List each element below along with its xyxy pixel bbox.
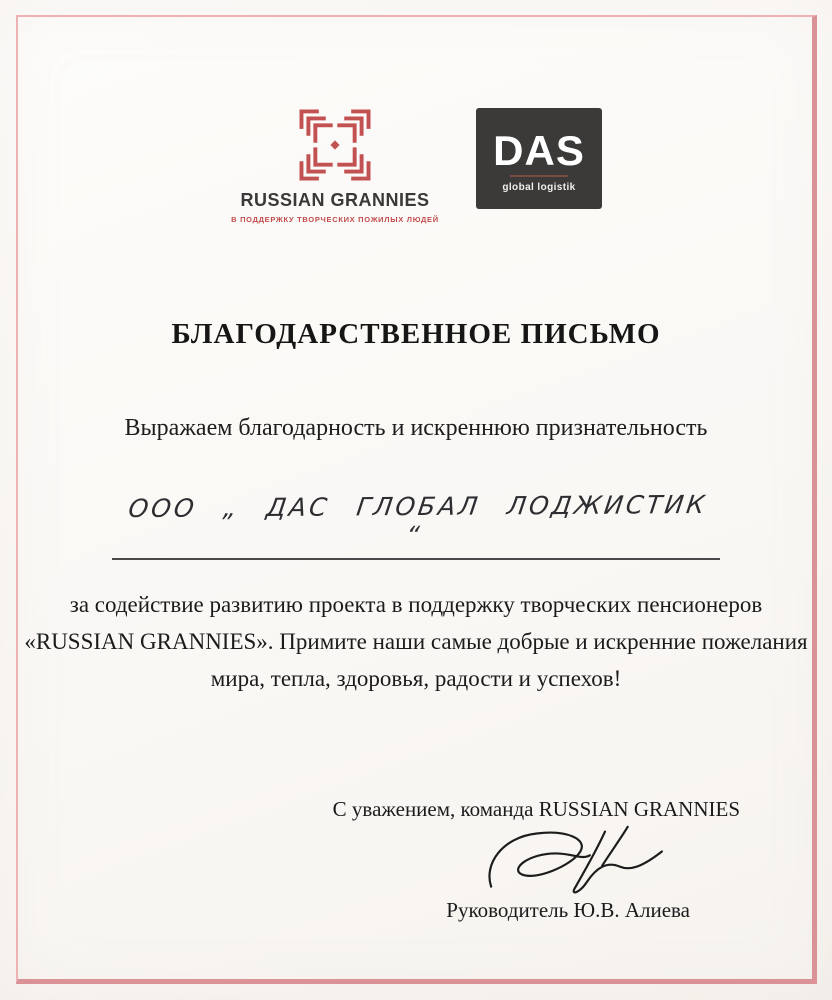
closing-line: С уважением, команда RUSSIAN GRANNIES — [332, 797, 740, 821]
logos-row — [20, 108, 812, 224]
das-divider — [510, 175, 568, 177]
das-wordmark: DAS — [493, 126, 585, 174]
das-logo — [476, 108, 602, 209]
russian-grannies-wordmark: RUSSIAN GRANNIES — [240, 190, 430, 210]
recipient-underline — [112, 489, 720, 560]
russian-grannies-tagline: В ПОДДЕРЖКУ ТВОРЧЕСКИХ ПОЖИЛЫХ ЛЮДЕЙ — [231, 215, 439, 224]
body-line-1: за содействие развитию проекта в поддержку творческих пенсионеров — [69, 592, 763, 617]
body-line-2: «RUSSIAN GRANNIES». Примите наши самые добрые и искренние пожелания — [24, 629, 808, 654]
slavic-ornament-icon — [298, 108, 372, 182]
handwritten-signature-icon — [476, 824, 696, 898]
signature-area — [20, 824, 812, 898]
body-line-3: мира, тепла, здоровья, радости и успехов! — [210, 666, 622, 691]
letter-body — [20, 586, 812, 697]
russian-grannies-logo — [230, 108, 440, 224]
das-tagline: global logistik — [502, 181, 576, 193]
letter-content — [20, 20, 812, 980]
letter-title: БЛАГОДАРСТВЕННОЕ ПИСЬМО — [171, 318, 661, 350]
signatory-name: Руководитель Ю.В. Алиева — [446, 898, 690, 922]
recipient-handwritten-text: ООО „ ДАС ГЛОБАЛ ЛОДЖИСТИК “ — [126, 489, 710, 551]
letter-intro: Выражаем благодарность и искреннюю признательность — [124, 415, 708, 441]
